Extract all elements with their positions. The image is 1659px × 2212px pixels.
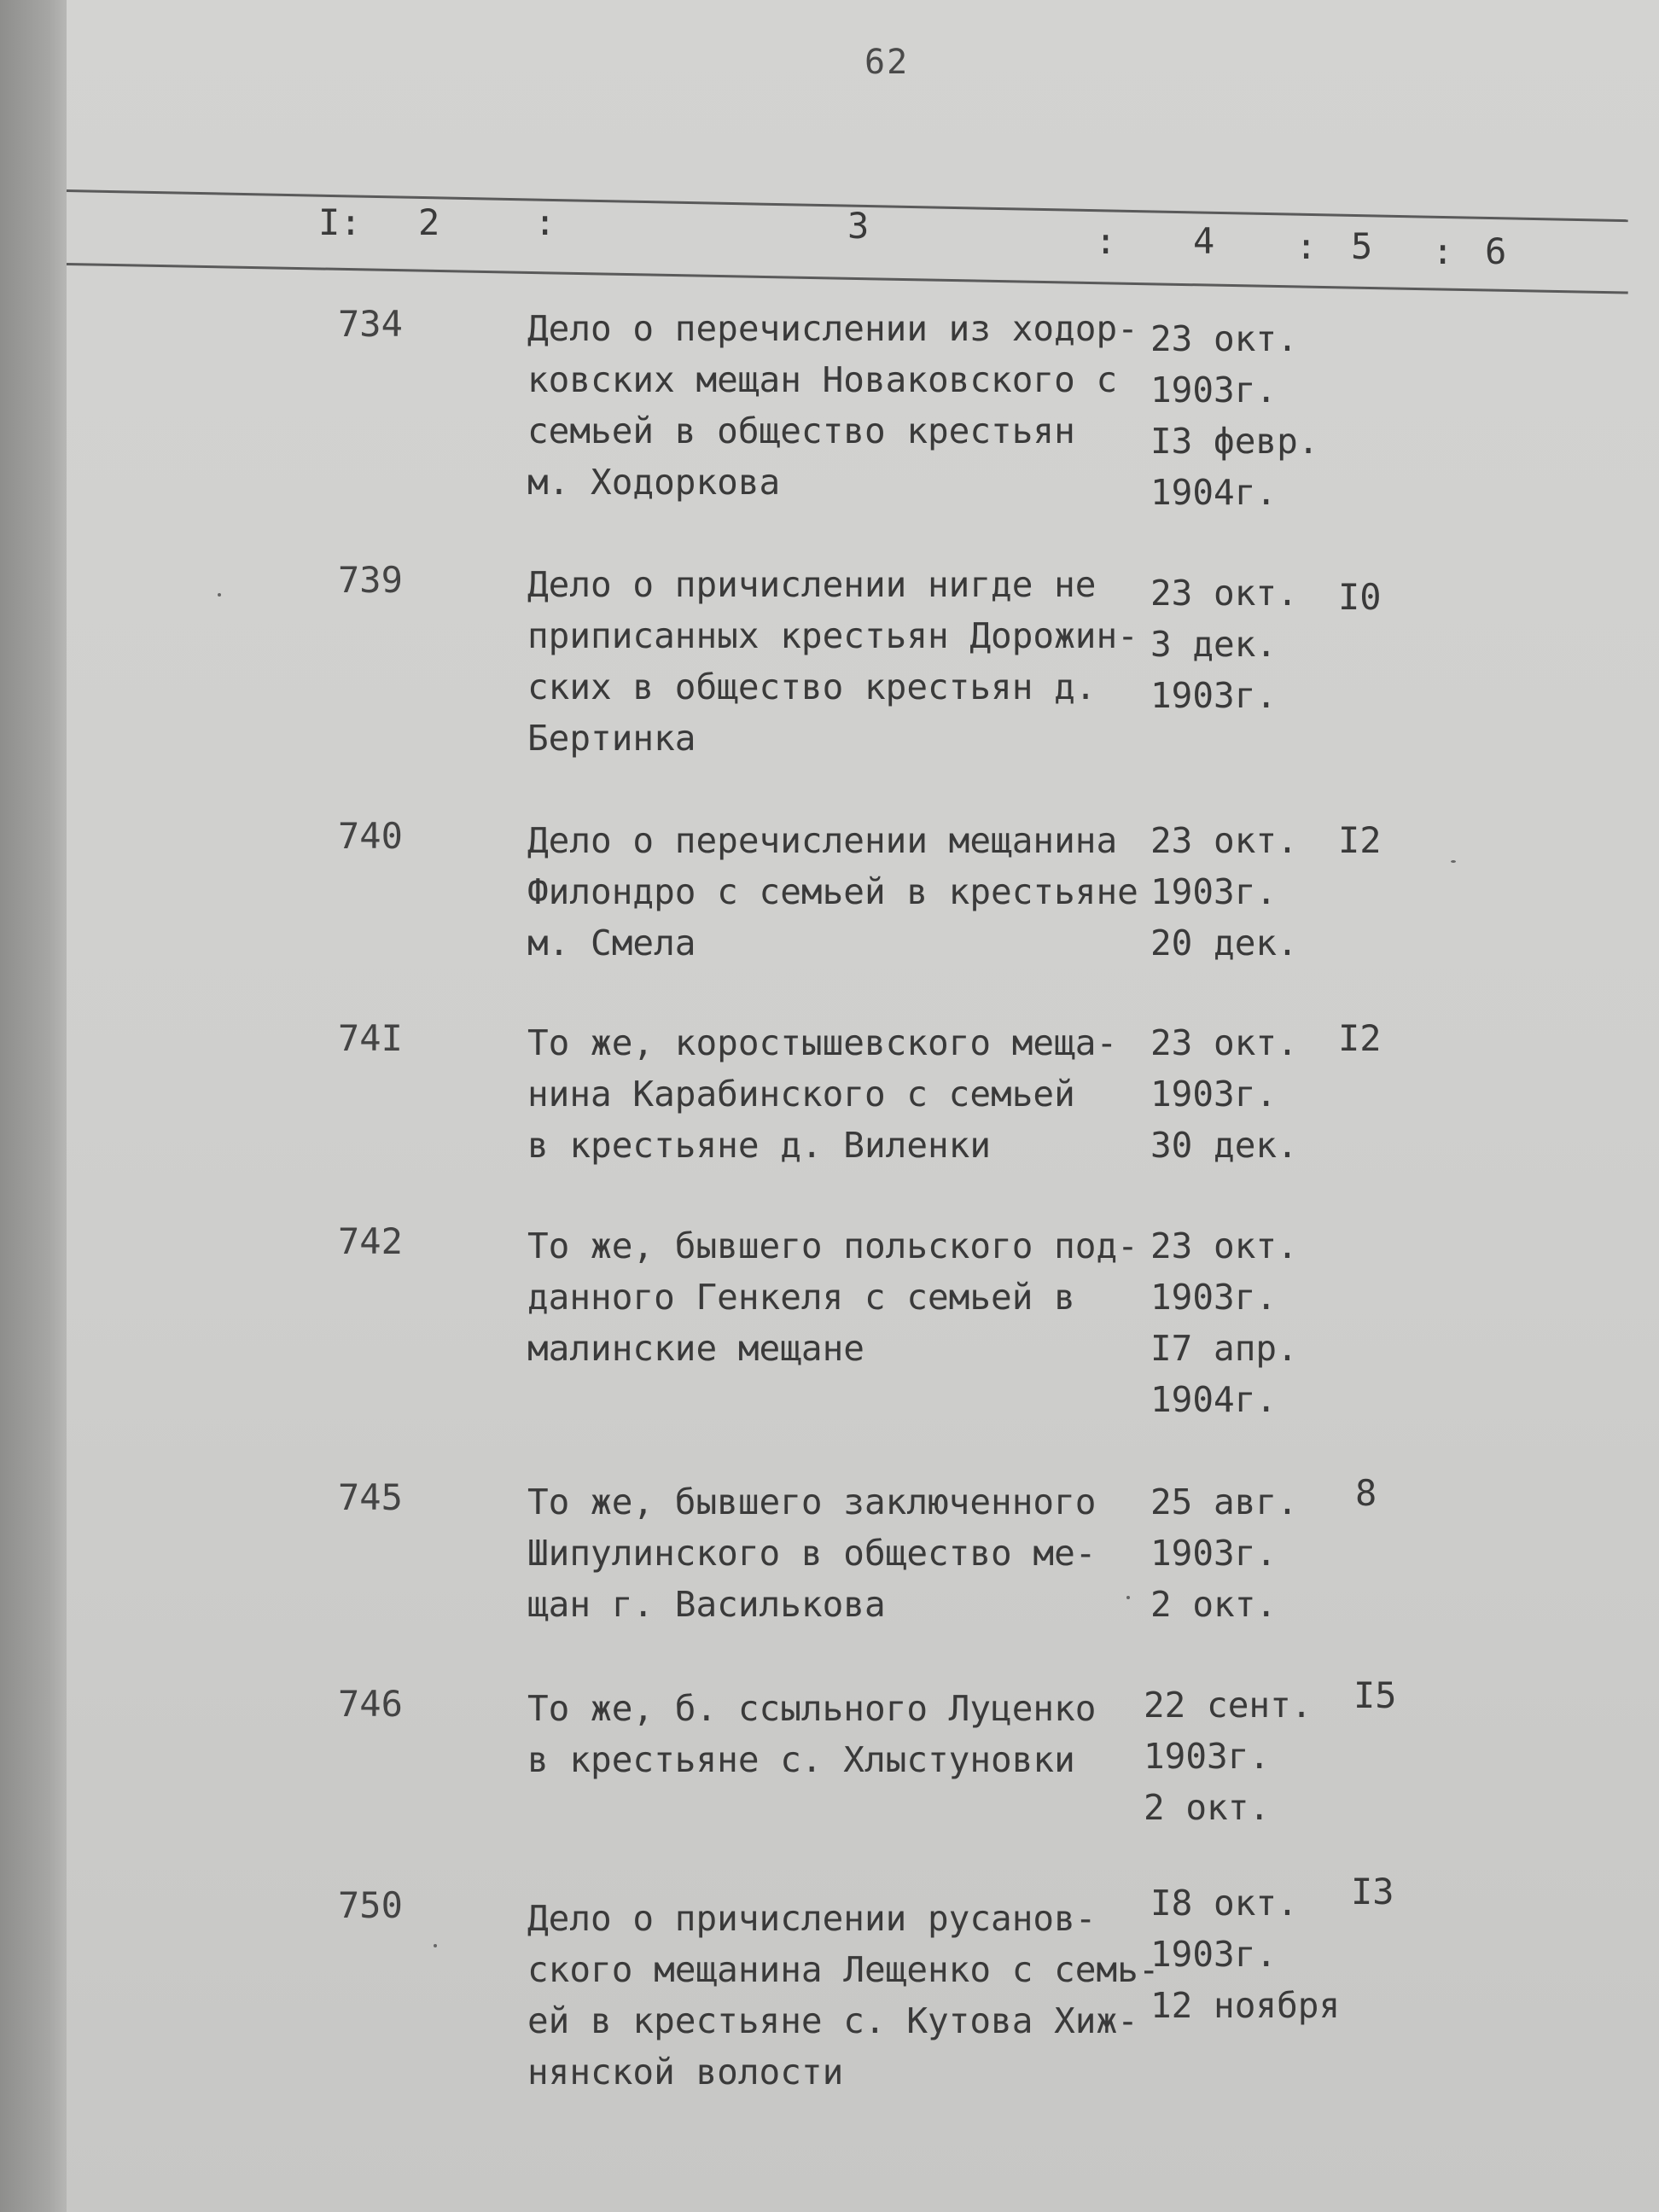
case-description: То же, б. ссыльного Луценко в крестьяне с. Хлыстуновки [527,1688,1097,1780]
paper-speck [1451,860,1456,863]
sheet-count: 8 [1355,1472,1377,1514]
case-dates: 23 окт. 1903г. I3 февр. 1904г. [1150,318,1319,513]
case-dates: 23 окт. 3 дек. 1903г. [1150,573,1298,716]
column-separator: : [534,201,556,243]
column-header-1: I: [318,201,362,243]
case-description: Дело о перечислении мещанина Филондро с семьей в крестьяне м. Смела [527,820,1138,963]
case-description: Дело о причислении русанов- ского мещанина Лещенко с семь- ей в крестьяне с. Кутова Хиж- нянской волости [527,1898,1160,2093]
case-dates: 23 окт. 1903г. 30 дек. [1150,1022,1298,1166]
sheet-count: I2 [1338,819,1382,861]
case-description: То же, бывшего польского под- данного Генкеля с семьей в малинские мещане [527,1225,1138,1369]
paper-speck [218,593,221,597]
case-number: 750 [338,1884,403,1926]
case-number: 746 [338,1683,403,1725]
paper-speck [434,1944,437,1947]
case-dates: 25 авг. 1903г. 2 окт. [1150,1481,1298,1625]
case-number: 745 [338,1476,403,1518]
case-number: 740 [338,815,403,857]
case-dates: 23 окт. 1903г. 20 дек. [1150,820,1298,963]
column-separator: : [1095,220,1117,262]
document-page [67,0,1659,2212]
case-description: То же, бывшего заключенного Шипулинского в общество ме- щан г. Василькова [527,1481,1097,1625]
column-header-5: 5 [1351,225,1373,267]
case-description: Дело о перечислении из ходор- ковских мещан Новаковского с семьей в общество крестьян м. Ходоркова [527,308,1138,503]
case-description: То же, коростышевского меща- нина Карабинского с семьей в крестьяне д. Виленки [527,1022,1118,1166]
case-number: 734 [338,303,403,345]
column-header-3: 3 [847,205,870,247]
case-dates: I8 окт. 1903г. 12 ноября [1150,1883,1341,2026]
column-separator: : [1432,230,1454,272]
case-number: 742 [338,1220,403,1262]
sheet-count: I3 [1351,1871,1394,1912]
sheet-count: I5 [1353,1674,1397,1716]
page-number: 62 [864,43,910,82]
table-header-bottom-rule [67,263,1628,294]
sheet-count: I2 [1338,1017,1382,1059]
case-dates: 23 окт. 1903г. I7 апр. 1904г. [1150,1225,1298,1420]
case-dates: 22 сент. 1903г. 2 окт. [1144,1685,1313,1828]
case-number: 74I [338,1017,403,1059]
column-header-6: 6 [1485,230,1507,272]
case-description: Дело о причислении нигде не приписанных крестьян Дорожин- ских в общество крестьян д. Бертинка [527,564,1138,759]
column-header-4: 4 [1193,220,1215,262]
column-separator: : [1295,225,1318,267]
paper-speck [1126,1596,1130,1599]
column-header-2: 2 [418,201,440,243]
case-number: 739 [338,559,403,601]
sheet-count: I0 [1338,576,1382,618]
